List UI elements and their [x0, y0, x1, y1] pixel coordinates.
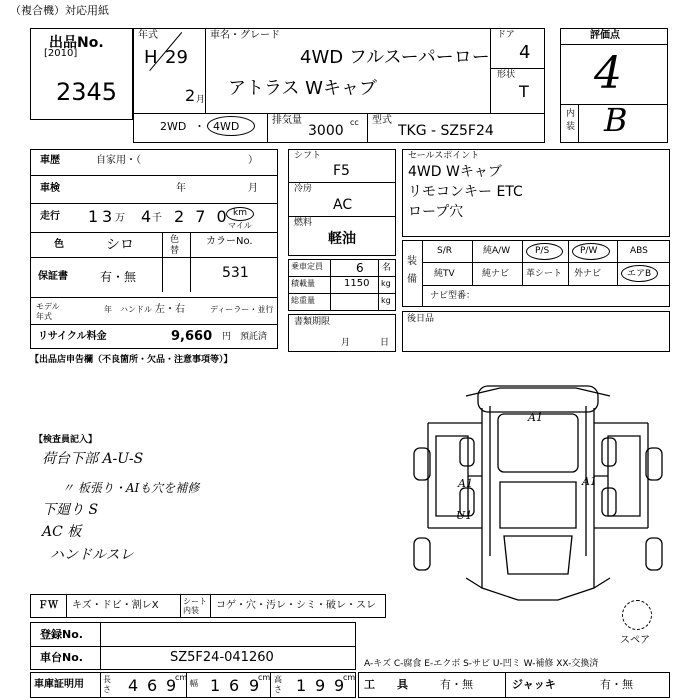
- doc-day: 日: [380, 338, 390, 348]
- model-value: TKG - SZ5F24: [398, 123, 494, 139]
- year-label: 年式: [138, 30, 158, 41]
- shift-value: F5: [333, 163, 350, 179]
- mileage-man-1: 1: [88, 207, 99, 226]
- gross-label: 総重量: [291, 296, 315, 305]
- doc-label: 書類期限: [294, 317, 331, 327]
- fuel-value: 軽油: [328, 231, 356, 247]
- name-grade-label: 車名・グレード: [210, 30, 280, 41]
- inspector-note-5: ハンドルスレ: [50, 547, 134, 563]
- color-value: シロ: [106, 237, 134, 253]
- model-year-unit: 年: [104, 305, 112, 314]
- year-value: 29: [165, 47, 188, 68]
- inspector-note-3: 下廻り S: [42, 502, 99, 518]
- vehicle-grade: 4WD フルスーパーロー: [300, 47, 490, 68]
- model-year-label: モデル年式: [36, 302, 60, 321]
- fuel-label: 燃料: [294, 218, 313, 228]
- year-era: H: [144, 47, 158, 68]
- fw-label: ＦＷ: [38, 600, 58, 611]
- chassis-label: 車台No.: [40, 651, 83, 664]
- inspector-note-2: 〃 板張り・AIも穴を補修: [62, 481, 200, 495]
- width-unit: cm: [258, 673, 271, 682]
- fw-items: キズ・ドビ・割レX: [72, 600, 159, 611]
- usage-label: 車歴: [40, 155, 60, 166]
- later-items-box: [402, 311, 670, 352]
- inspection-label: 車検: [40, 183, 60, 194]
- rating-label: 評価点: [590, 30, 620, 41]
- capacity-label: 乗車定員: [291, 262, 323, 271]
- drive-2wd: 2WD: [160, 120, 187, 133]
- spare-tire-icon: [622, 600, 652, 630]
- cert-label: 車庫証明用: [34, 679, 84, 690]
- lot-label: 出品No.: [49, 35, 104, 51]
- mileage-label: 走行: [40, 211, 60, 222]
- equip-tv: 純TV: [434, 269, 455, 279]
- equip-leather: 革シート: [526, 269, 563, 279]
- height-c: 9: [334, 676, 345, 695]
- shift-label: シフト: [294, 151, 322, 161]
- lot-sub-number: [2010]: [44, 48, 78, 59]
- length-unit: cm: [175, 673, 188, 682]
- width-label: 幅: [190, 679, 198, 688]
- jack-label: ジャッキ: [512, 678, 556, 691]
- mileage-mile: マイル: [228, 221, 252, 230]
- ac-label: 冷房: [294, 184, 313, 194]
- length-c: 9: [166, 676, 177, 695]
- damage-mark-2: A1: [582, 475, 597, 488]
- height-label: 高さ: [274, 675, 282, 694]
- color-label: 色: [54, 239, 64, 250]
- handle-value: 左・右: [155, 304, 185, 315]
- mileage-sen-unit: 千: [152, 213, 162, 224]
- equip-airbag: エアB: [627, 269, 652, 279]
- width-c: 9: [249, 676, 260, 695]
- model-label: 型式: [372, 115, 392, 126]
- equip-pw: P/W: [580, 246, 598, 256]
- height-a: 1: [296, 676, 307, 695]
- interior-grade: B: [604, 101, 628, 139]
- seat-items: コゲ・穴・汚レ・シミ・破レ・スレ: [216, 600, 376, 611]
- ac-value: AC: [333, 197, 353, 213]
- doors-label: ドア: [497, 30, 515, 40]
- height-b: 9: [315, 676, 326, 695]
- history-box: [30, 149, 278, 349]
- length-label: 長さ: [103, 675, 111, 694]
- capacity-unit: 名: [382, 263, 392, 273]
- form-top-text: （複合機）対応用紙: [10, 4, 109, 17]
- inspector-note-4: AC 板: [42, 524, 82, 540]
- recycle-label: リサイクル料金: [38, 331, 107, 342]
- damage-mark-1: A1: [458, 477, 473, 490]
- mileage-man-unit: 万: [115, 213, 125, 224]
- equip-aw: 純A/W: [483, 246, 511, 256]
- equip-ps: P/S: [535, 246, 550, 256]
- mileage-sen: 4: [141, 207, 152, 226]
- inspector-label: 【検査員記入】: [34, 435, 98, 445]
- lot-number: 2345: [56, 78, 118, 106]
- month-value: 2: [185, 86, 196, 105]
- drive-4wd: 4WD: [213, 120, 240, 133]
- load-value: 1150: [344, 278, 370, 289]
- tools-value: 有・無: [440, 678, 473, 691]
- month-unit: 月: [196, 95, 206, 105]
- seat-label: シート内装: [183, 597, 207, 615]
- length-b: 6: [147, 676, 158, 695]
- shape-label: 形状: [497, 70, 516, 80]
- dealer-label: ディーラー・並行: [210, 305, 274, 314]
- damage-legend: A-キズ C-腐食 E-エクボ S-サビ U-凹ミ W-補修 XX-交換済: [364, 659, 599, 669]
- later-items-label: 後日品: [407, 314, 435, 324]
- equip-navi: 純ナビ: [482, 269, 510, 279]
- equipment-label: 装備: [407, 256, 417, 285]
- color-no-label: カラーNo.: [206, 236, 253, 247]
- color-change-label: 色替: [170, 235, 180, 256]
- gross-unit: kg: [381, 296, 391, 305]
- inspection-year: 年: [176, 183, 186, 194]
- load-unit: kg: [381, 279, 391, 288]
- selling-points-label: セールスポイント: [408, 151, 480, 161]
- shape-value: T: [519, 82, 529, 101]
- rating-score: 4: [594, 48, 622, 99]
- selling-point-3: ロープ穴: [408, 204, 464, 220]
- equip-ext-navi: 外ナビ: [574, 269, 602, 279]
- spare-label: スペア: [620, 635, 650, 646]
- selling-point-2: リモコンキー ETC: [408, 184, 523, 200]
- load-label: 積載量: [291, 279, 315, 288]
- displacement-label: 排気量: [272, 115, 302, 126]
- selling-point-1: 4WD Wキャブ: [408, 164, 502, 180]
- damage-mark-3: U1: [456, 509, 473, 522]
- interior-label: 内装: [566, 109, 576, 132]
- chassis-value: SZ5F24-041260: [170, 650, 274, 665]
- equip-sr: S/R: [437, 246, 452, 256]
- mileage-km: km: [233, 208, 247, 218]
- mileage-man-2: 3: [102, 207, 113, 226]
- inspector-note-1: 荷台下部 A-U-S: [42, 451, 144, 467]
- capacity-value: 6: [356, 261, 364, 275]
- mileage-rest: 2 7 0: [174, 207, 230, 226]
- nav-model-label: ナビ型番：: [430, 291, 476, 301]
- recycle-unit: 円: [222, 332, 232, 342]
- seller-notes-label: 【出品店申告欄（不良箇所・欠品・注意事項等）】: [30, 355, 233, 365]
- vehicle-name: アトラス Wキャブ: [228, 78, 377, 99]
- tools-label: 工 具: [364, 678, 408, 691]
- warranty-value: 有・無: [100, 270, 137, 284]
- equip-abs: ABS: [630, 246, 648, 256]
- displacement-value: 3000: [308, 123, 344, 139]
- doc-month: 月: [341, 338, 351, 348]
- color-no: 531: [222, 265, 249, 281]
- width-b: 6: [229, 676, 240, 695]
- width-a: 1: [210, 676, 221, 695]
- displacement-unit: cc: [350, 118, 359, 127]
- doors-value: 4: [519, 42, 531, 63]
- inspection-month: 月: [248, 183, 258, 194]
- damage-mark-4: A1: [528, 411, 543, 424]
- usage-value: 自家用・（: [96, 155, 141, 166]
- recycle-value: 9,660: [171, 329, 213, 344]
- length-a: 4: [128, 676, 139, 695]
- jack-value: 有・無: [600, 678, 633, 691]
- recycle-note: 預託済: [240, 332, 268, 342]
- reg-label: 登録No.: [40, 628, 83, 641]
- usage-close: ）: [248, 155, 258, 166]
- height-unit: cm: [343, 673, 356, 682]
- handle-label: ハンドル: [120, 305, 152, 314]
- warranty-label: 保証書: [38, 271, 68, 282]
